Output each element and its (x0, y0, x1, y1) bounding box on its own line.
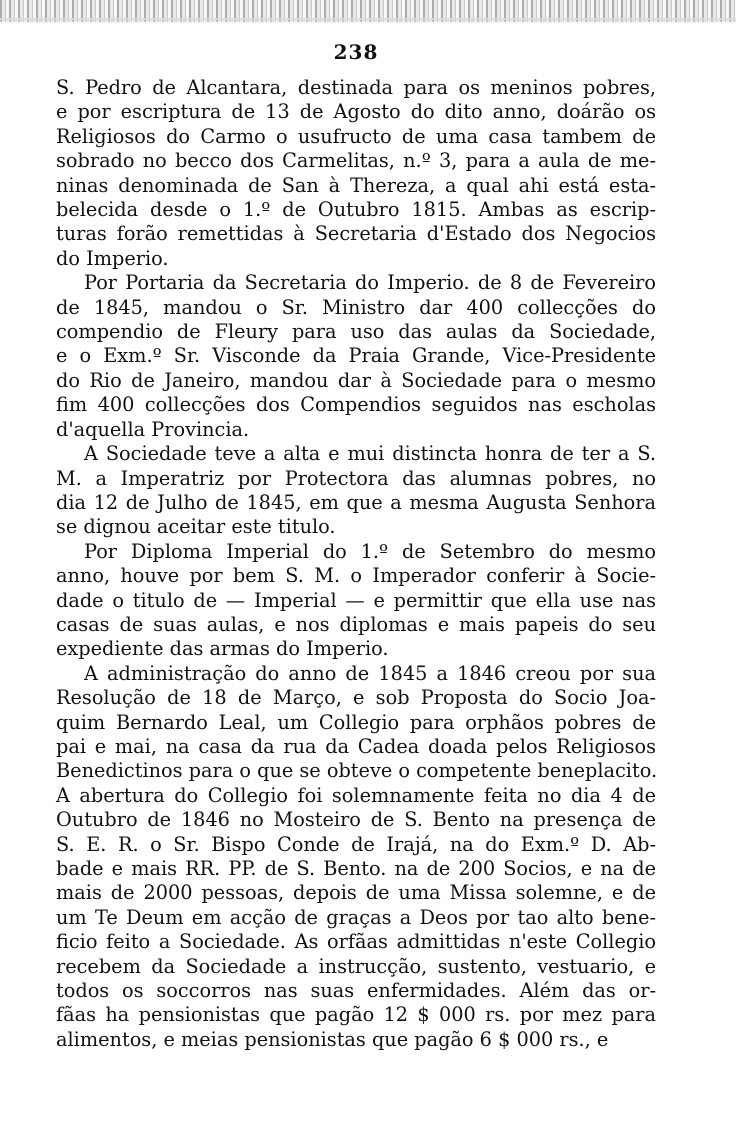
text-line: um Te Deum em acção de graças a Deos por tao alto bene- (56, 905, 656, 929)
text-line: mais de 2000 pessoas, depois de uma Missa solemne, e de (56, 881, 656, 905)
text-line: dia 12 de Julho de 1845, em que a mesma Augusta Senhora (56, 490, 656, 514)
page-number: 238 (333, 40, 379, 64)
text-line: bade e mais RR. PP. de S. Bento. na de 200 Socios, e na de (56, 857, 656, 880)
text-line: sobrado no becco dos Carmelitas, n.º 3, para a aula de me- (56, 149, 656, 173)
paragraph (56, 271, 656, 442)
text-line: e por escriptura de 13 de Agosto do dito anno, doárão os (56, 100, 656, 124)
paragraph (56, 540, 656, 662)
text-line: fãas ha pensionistas que pagão 12 $ 000 rs. por mez para (56, 1003, 656, 1027)
text-line: se dignou aceitar este titulo. (56, 515, 336, 539)
text-line: ficio feito a Sociedade. As orfãas admittidas n'este Collegio (56, 930, 656, 954)
text-line: A Sociedade teve a alta e mui distincta honra de ter a S. (84, 442, 656, 466)
text-line: A administração do anno de 1845 a 1846 creou por sua (84, 661, 656, 685)
text-line: expediente das armas do Imperio. (56, 637, 389, 661)
document-page (56, 38, 656, 1052)
text-line: quim Bernardo Leal, um Collegio para orphãos pobres de (56, 710, 656, 734)
text-line: e o Exm.º Sr. Visconde da Praia Grande, Vice-Presidente (56, 344, 656, 368)
text-line: Por Diploma Imperial do 1.º de Setembro do mesmo (84, 539, 656, 563)
text-line: Outubro de 1846 no Mosteiro de S. Bento na presença de (56, 808, 656, 832)
text-line: M. a Imperatriz por Protectora das alumnas pobres, no (56, 466, 656, 490)
paragraph (56, 662, 656, 1053)
text-line: todos os soccorros nas suas enfermidades. Além das or- (56, 979, 656, 1003)
text-line: pai e mai, na casa da rua da Cadea doada pelos Religiosos (56, 734, 656, 758)
text-line: do Imperio. (56, 246, 169, 270)
text-line: ninas denominada de San à Thereza, a qual ahi está esta- (56, 173, 656, 197)
scan-top-edge (0, 0, 736, 22)
text-line: recebem da Sociedade a instrucção, sustento, vestuario, e (56, 954, 656, 978)
text-line: do Rio de Janeiro, mandou dar à Sociedade para o mesmo (56, 368, 656, 392)
text-line: Religiosos do Carmo o usufructo de uma casa tambem de (56, 124, 656, 148)
text-line: belecida desde o 1.º de Outubro 1815. Ambas as escrip- (56, 198, 656, 222)
text-body (56, 76, 656, 1052)
text-line: casas de suas aulas, e nos diplomas e mais papeis do seu (56, 612, 656, 636)
text-line: d'aquella Provincia. (56, 417, 250, 441)
text-line: Benedictinos para o que se obteve o competente beneplacito. (56, 759, 658, 783)
paragraph (56, 442, 656, 540)
text-line: de 1845, mandou o Sr. Ministro dar 400 collecções do (56, 295, 656, 319)
text-line: turas forão remettidas à Secretaria d'Estado dos Negocios (56, 222, 656, 246)
text-line: A abertura do Collegio foi solemnamente feita no dia 4 de (56, 783, 656, 807)
text-line: Por Portaria da Secretaria do Imperio. de 8 de Fevereiro (84, 271, 656, 295)
text-line: anno, houve por bem S. M. o Imperador conferir à Socie- (56, 564, 656, 588)
text-line: fim 400 collecções dos Compendios seguidos nas escholas (56, 393, 656, 417)
text-line: S. Pedro de Alcantara, destinada para os meninos pobres, (56, 76, 656, 99)
text-line: compendio de Fleury para uso das aulas da Sociedade, (56, 320, 656, 344)
text-line: dade o titulo de — Imperial — e permittir que ella use nas (56, 588, 656, 612)
paragraph (56, 76, 656, 271)
text-line: alimentos, e meias pensionistas que pagão 6 $ 000 rs., e (56, 1027, 609, 1051)
text-line: S. E. R. o Sr. Bispo Conde de Irajá, na do Exm.º D. Ab- (56, 832, 656, 856)
text-line: Resolução de 18 de Março, e sob Proposta do Socio Joa- (56, 686, 656, 710)
